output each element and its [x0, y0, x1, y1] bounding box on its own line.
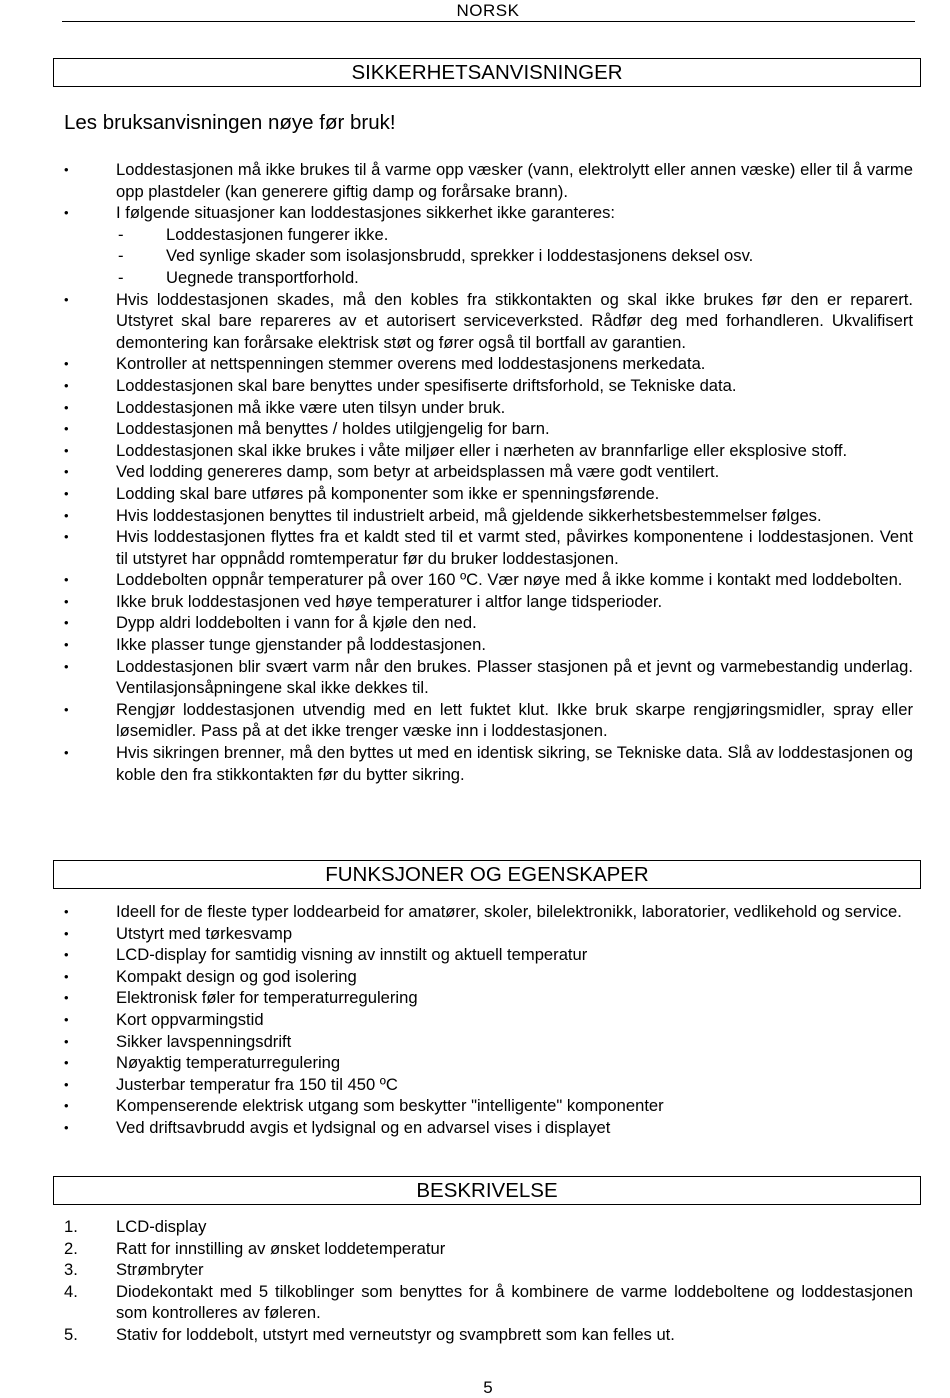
- list-item: [64, 923, 913, 945]
- numbered-item: [64, 1238, 913, 1260]
- list-item: [64, 1117, 913, 1139]
- list-item: [64, 1074, 913, 1096]
- list-item-text: Hvis sikringen brenner, må den byttes ut med en identisk sikring, se Tekniske data. Slå av loddestasjonen og koble den fra stikkontakten før du bytter sikring.: [116, 743, 913, 784]
- bullet-icon: •: [64, 291, 69, 307]
- list-item-text: Loddestasjonen skal bare benyttes under spesifiserte driftsforhold, se Tekniske data.: [116, 375, 737, 395]
- item-text: Ratt for innstilling av ønsket loddetemperatur: [116, 1238, 446, 1258]
- list-item-text: Kort oppvarmingstid: [116, 1009, 264, 1029]
- list-item-text: I følgende situasjoner kan loddestasjones sikkerhet ikke garanteres:: [116, 203, 616, 223]
- list-item: [64, 987, 913, 1009]
- list-item: [64, 699, 913, 742]
- section-title-features: FUNKSJONER OG EGENSKAPER: [53, 860, 921, 889]
- list-item: [64, 289, 913, 354]
- item-text: Stativ for loddebolt, utstyrt med verneutstyr og svampbrett som kan felles ut.: [116, 1324, 675, 1344]
- list-item: [64, 353, 913, 375]
- list-item: [64, 901, 913, 923]
- bullet-icon: •: [64, 162, 69, 177]
- list-item-text: Ikke plasser tunge gjenstander på loddestasjonen.: [116, 635, 486, 655]
- item-text: Strømbryter: [116, 1260, 204, 1280]
- list-item-text: Ikke bruk loddestasjonen ved høye temperaturer i altfor lange tidsperioder.: [116, 591, 663, 611]
- sub-list-item: [64, 267, 913, 289]
- list-item-text: Kompenserende elektrisk utgang som beskytter "intelligente" komponenter: [116, 1096, 664, 1116]
- bullet-icon: •: [64, 421, 69, 437]
- item-text: Diodekontakt med 5 tilkoblinger som benyttes for å kombinere de varme loddeboltene og loddestasjonen som kontrolleres av føleren.: [116, 1281, 913, 1323]
- list-item: [64, 483, 913, 505]
- bullet-icon: •: [64, 593, 69, 609]
- bullet-icon: •: [64, 947, 69, 963]
- features-list: [64, 901, 913, 1139]
- bullet-icon: •: [64, 701, 69, 717]
- list-item: [64, 656, 913, 699]
- header-language: NORSK: [456, 1, 520, 20]
- bullet-icon: •: [64, 485, 69, 501]
- bullet-icon: •: [64, 904, 69, 919]
- sub-list-item: [64, 224, 913, 246]
- list-item: [64, 1095, 913, 1117]
- list-item-text: Hvis loddestasjonen benyttes til industrielt arbeid, må gjeldende sikkerhetsbestemmelser følges.: [116, 505, 822, 525]
- sub-item-text: Ved synlige skader som isolasjonsbrudd, sprekker i loddestasjonens deksel osv.: [166, 246, 754, 266]
- sub-item-text: Loddestasjonen fungerer ikke.: [166, 224, 389, 244]
- item-text: LCD-display: [116, 1217, 207, 1236]
- item-number: 2.: [64, 1238, 78, 1258]
- bullet-icon: •: [64, 205, 69, 221]
- list-item: [64, 202, 913, 224]
- list-item: [64, 742, 913, 785]
- list-item-text: Hvis loddestasjonen skades, må den kobles fra stikkontakten og skal ikke brukes før den er reparert. Utstyret skal bare repareres av et autorisert serviceverksted. Rådfør deg med forhandleren. Ukvalifisert demontering kan forårsake elektrisk støt og fører også til bortfall av garantien.: [116, 289, 913, 352]
- list-item-text: Rengjør loddestasjonen utvendig med en lett fuktet klut. Ikke bruk skarpe rengjøringsmidler, spray eller løsemidler. Pass på at det ikke trenger væske inn i loddestasjonen.: [116, 699, 913, 741]
- list-item: [64, 1031, 913, 1053]
- numbered-item: [64, 1324, 913, 1346]
- list-item: [64, 1009, 913, 1031]
- sub-list-item: [64, 245, 913, 267]
- list-item-text: Ved lodding genereres damp, som betyr at arbeidsplassen må være godt ventilert.: [116, 462, 720, 482]
- section-title-description: BESKRIVELSE: [53, 1176, 921, 1205]
- numbered-item: [64, 1216, 913, 1238]
- list-item-text: Justerbar temperatur fra 150 til 450 ºC: [116, 1074, 398, 1094]
- list-item: [64, 505, 913, 527]
- list-item: [64, 397, 913, 419]
- list-item-text: Dypp aldri loddebolten i vann for å kjøle den ned.: [116, 613, 477, 633]
- bullet-icon: •: [64, 615, 69, 631]
- list-item-text: Sikker lavspenningsdrift: [116, 1031, 292, 1051]
- bullet-icon: •: [64, 377, 69, 393]
- numbered-item: [64, 1259, 913, 1281]
- bullet-icon: •: [64, 507, 69, 523]
- numbered-item: [64, 1281, 913, 1324]
- bullet-icon: •: [64, 1011, 69, 1027]
- list-item-text: Loddestasjonen blir svært varm når den brukes. Plasser stasjonen på et jevnt og varmebestandig underlag. Ventilasjonsåpningene skal ikke dekkes til.: [116, 656, 913, 698]
- list-item-text: LCD-display for samtidig visning av innstilt og aktuell temperatur: [116, 945, 588, 965]
- item-number: 5.: [64, 1324, 78, 1344]
- bullet-icon: •: [64, 572, 69, 588]
- description-list: [64, 1216, 913, 1346]
- sub-item-text: Uegnede transportforhold.: [166, 267, 359, 287]
- list-item-text: Ideell for de fleste typer loddearbeid for amatører, skoler, bilelektronikk, laboratorier, vedlikehold og service.: [116, 902, 902, 921]
- list-item: [64, 1052, 913, 1074]
- list-item-text: Loddestasjonen må ikke være uten tilsyn under bruk.: [116, 397, 506, 417]
- list-item: [64, 591, 913, 613]
- list-item: [64, 612, 913, 634]
- bullet-icon: •: [64, 1098, 69, 1114]
- list-item: [64, 944, 913, 966]
- bullet-icon: •: [64, 1076, 69, 1092]
- list-item: [64, 526, 913, 569]
- dash-marker: -: [118, 246, 124, 266]
- list-item: [64, 634, 913, 656]
- bullet-icon: •: [64, 442, 69, 458]
- list-item-text: Hvis loddestasjonen flyttes fra et kaldt sted til et varmt sted, påvirkes komponentene i loddestasjonen. Vent til utstyret har oppnådd romtemperatur før du bruker loddestasjonen.: [116, 527, 913, 568]
- bullet-icon: •: [64, 637, 69, 653]
- bullet-icon: •: [64, 968, 69, 984]
- list-item-text: Loddestasjonen skal ikke brukes i våte miljøer eller i nærheten av brannfarlige eller eksplosive stoff.: [116, 440, 848, 460]
- bullet-icon: •: [64, 399, 69, 415]
- list-item-text: Utstyrt med tørkesvamp: [116, 923, 293, 943]
- bullet-icon: •: [64, 990, 69, 1006]
- list-item: [64, 966, 913, 988]
- item-number: 3.: [64, 1260, 78, 1280]
- list-item-text: Kontroller at nettspenningen stemmer overens med loddestasjonens merkedata.: [116, 354, 706, 374]
- list-item: [64, 159, 913, 202]
- bullet-icon: •: [64, 356, 69, 372]
- page-number: 5: [483, 1378, 493, 1397]
- item-number: 4.: [64, 1281, 78, 1301]
- list-item: [64, 418, 913, 440]
- list-item: [64, 440, 913, 462]
- bullet-icon: •: [64, 745, 69, 761]
- bullet-icon: •: [64, 925, 69, 941]
- dash-marker: -: [118, 267, 124, 287]
- bullet-icon: •: [64, 529, 69, 545]
- safety-list: [64, 159, 913, 785]
- bullet-icon: •: [64, 1033, 69, 1049]
- list-item-text: Loddestasjonen må benyttes / holdes utilgjengelig for barn.: [116, 419, 550, 439]
- bullet-icon: •: [64, 658, 69, 674]
- list-item: [64, 461, 913, 483]
- bullet-icon: •: [64, 1055, 69, 1071]
- list-item-text: Kompakt design og god isolering: [116, 966, 357, 986]
- dash-marker: -: [118, 224, 124, 244]
- list-item: [64, 375, 913, 397]
- list-item-text: Lodding skal bare utføres på komponenter som ikke er spenningsførende.: [116, 483, 660, 503]
- list-item-text: Elektronisk føler for temperaturregulering: [116, 988, 418, 1008]
- header-divider: [62, 21, 915, 22]
- section-title-safety: SIKKERHETSANVISNINGER: [53, 58, 921, 87]
- item-number: 1.: [64, 1217, 78, 1236]
- list-item: [64, 569, 913, 591]
- list-item-text: Ved driftsavbrudd avgis et lydsignal og en advarsel vises i displayet: [116, 1117, 611, 1137]
- intro-heading: Les bruksanvisningen nøye før bruk!: [64, 111, 396, 134]
- list-item-text: Loddebolten oppnår temperaturer på over 160 ºC. Vær nøye med å ikke komme i kontakt med loddebolten.: [116, 570, 903, 590]
- list-item-text: Nøyaktig temperaturregulering: [116, 1053, 341, 1073]
- bullet-icon: •: [64, 464, 69, 480]
- bullet-icon: •: [64, 1119, 69, 1135]
- list-item-text: Loddestasjonen må ikke brukes til å varme opp væsker (vann, elektrolytt eller annen væske) eller til å varme opp plastdeler (kan generere giftig damp og forårsake brann).: [116, 160, 913, 201]
